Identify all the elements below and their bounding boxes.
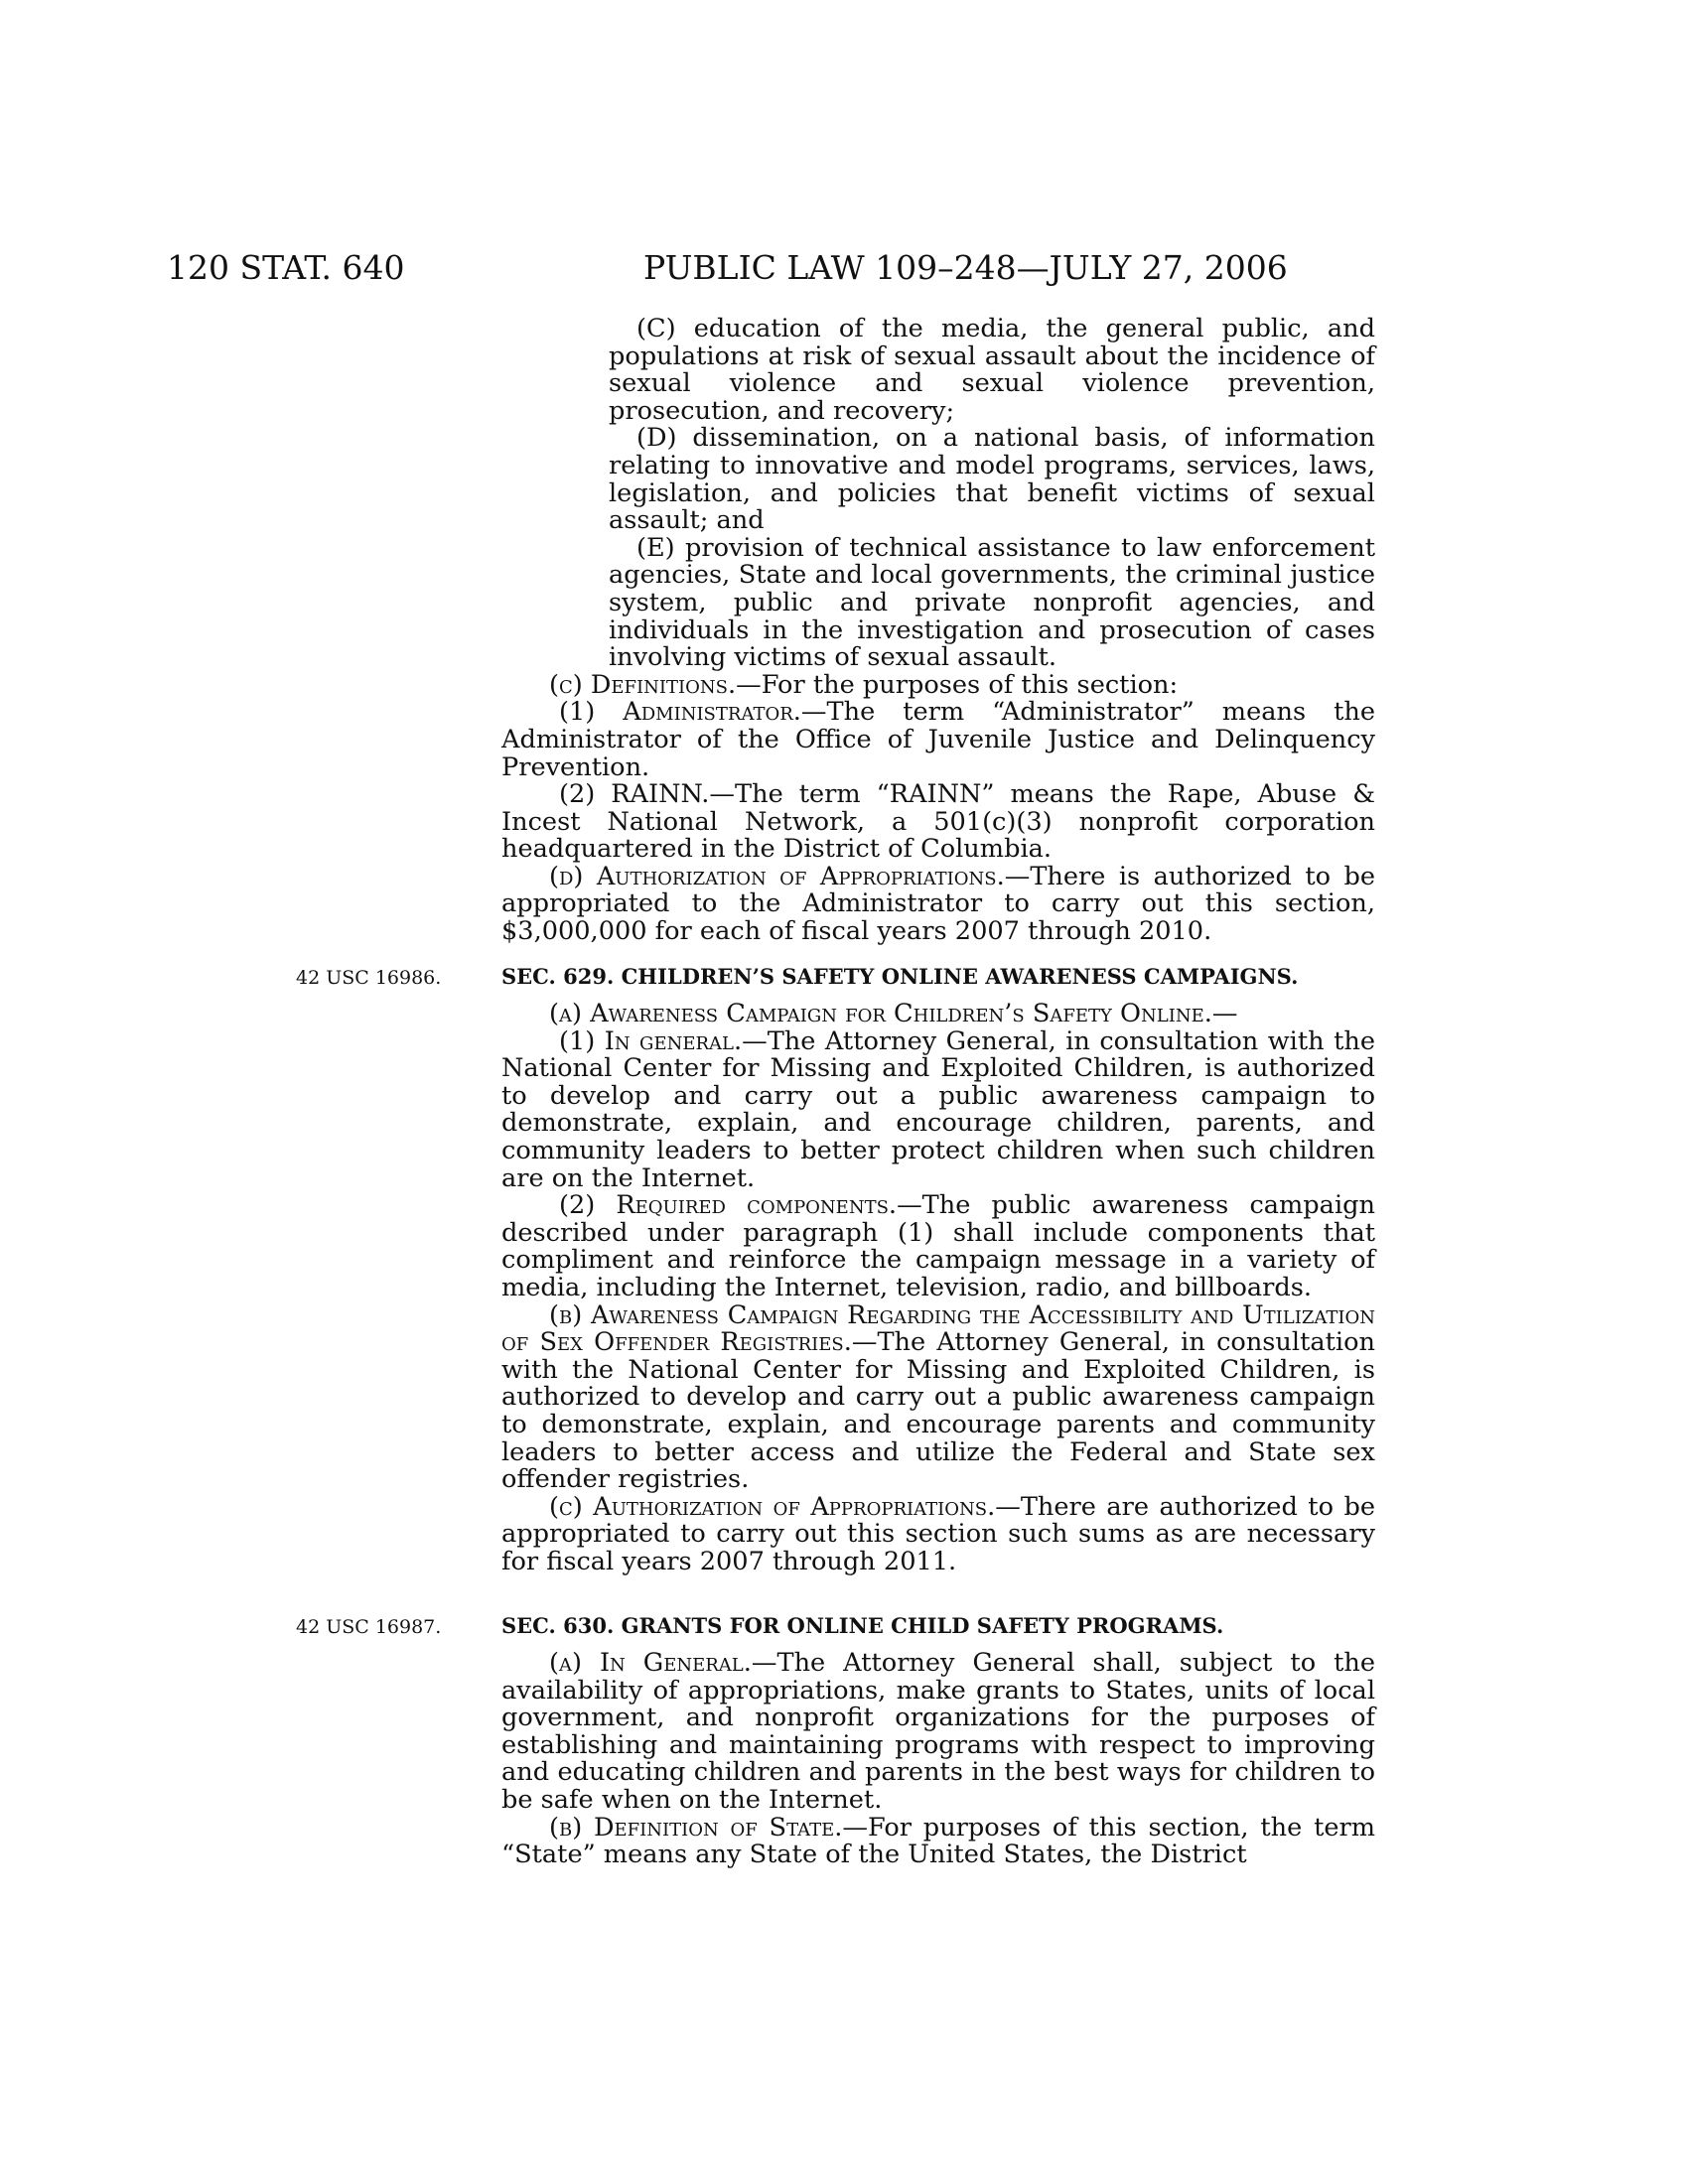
sec629-subsection-a: (a) Awareness Campaign for Children’s Safety Online.—: [549, 999, 1238, 1028]
definitions-heading: (c) Definitions.—For the purposes of this section:: [549, 669, 1179, 700]
running-header: PUBLIC LAW 109–248—JULY 27, 2006: [643, 248, 1288, 287]
margin-note-16987: 42 USC 16987.: [296, 1616, 442, 1638]
definition-administrator: (1) Administrator.—The term “Administrator” means the Administrator of the Office of Juvenile Justice and Delinquency Prevention.: [501, 697, 1375, 782]
margin-note-16986: 42 USC 16986.: [296, 967, 442, 989]
section-629: [501, 965, 1375, 1575]
section-630-title: SEC. 630. GRANTS FOR ONLINE CHILD SAFETY PROGRAMS.: [501, 1613, 1224, 1638]
sec629-paragraph-2: (2) Required components.—The public awareness campaign described under paragraph (1) shall include components that compliment and reinforce the campaign message in a variety of media, including the Internet, television, radio, and billboards.: [501, 1190, 1375, 1302]
paragraph-c: (C) education of the media, the general public, and populations at risk of sexual assault about the incidence of sexual violence and sexual violence prevention, prosecution, and recovery;: [609, 314, 1375, 426]
sec630-subsection-b: (b) Definition of State.—For purposes of this section, the term “State” means any State of the United States, the District: [501, 1812, 1375, 1870]
sec629-subsection-c: (c) Authorization of Appropriations.—There are authorized to be appropriated to carry out this section such sums as are necessary for fiscal years 2007 through 2011.: [501, 1491, 1375, 1576]
section-630: [501, 1614, 1375, 1869]
authorization-of-appropriations: (d) Authorization of Appropriations.—There is authorized to be appropriated to the Administrator to carry out this section, $3,000,000 for each of fiscal years 2007 through 2010.: [501, 861, 1375, 947]
sec629-paragraph-1: (1) In general.—The Attorney General, in consultation with the National Center for Missing and Exploited Children, is authorized to develop and carry out a public awareness campaign to demonstrate, explain, and encourage children, parents, and community leaders to better protect children when such children are on the Internet.: [501, 1025, 1375, 1193]
paragraph-d: (D) dissemination, on a national basis, of information relating to innovative and model programs, services, laws, legislation, and policies that benefit victims of sexual assault; and: [609, 423, 1375, 536]
sec629-subsection-b: (b) Awareness Campaign Regarding the Accessibility and Utilization of Sex Offender Registries.—The Attorney General, in consultation with the National Center for Missing and Exploited Children, is authorized to develop and carry out a public awareness campaign to demonstrate, explain, and encourage parents and community leaders to better access and utilize the Federal and State sex offender registries.: [501, 1299, 1376, 1495]
statute-page-number: 120 STAT. 640: [167, 248, 405, 287]
sec630-subsection-a: (a) In General.—The Attorney General shall, subject to the availability of appropriations, make grants to States, units of local government, and nonprofit organizations for the purposes of establishing and maintaining programs with respect to improving and educating children and parents in the best ways for children to be safe when on the Internet.: [501, 1648, 1375, 1815]
definition-rainn: (2) RAINN.—The term “RAINN” means the Rape, Abuse & Incest National Network, a 501(c)(3) nonprofit corporation headquartered in the District of Columbia.: [501, 779, 1375, 865]
paragraph-e: (E) provision of technical assistance to law enforcement agencies, State and local governments, the criminal justice system, public and private nonprofit agencies, and individuals in the investigation and prosecution of cases involving victims of sexual assault.: [609, 532, 1375, 673]
section-629-title: SEC. 629. CHILDREN’S SAFETY ONLINE AWARENESS CAMPAIGNS.: [501, 964, 1299, 989]
section-628-continuation: [501, 316, 1375, 946]
